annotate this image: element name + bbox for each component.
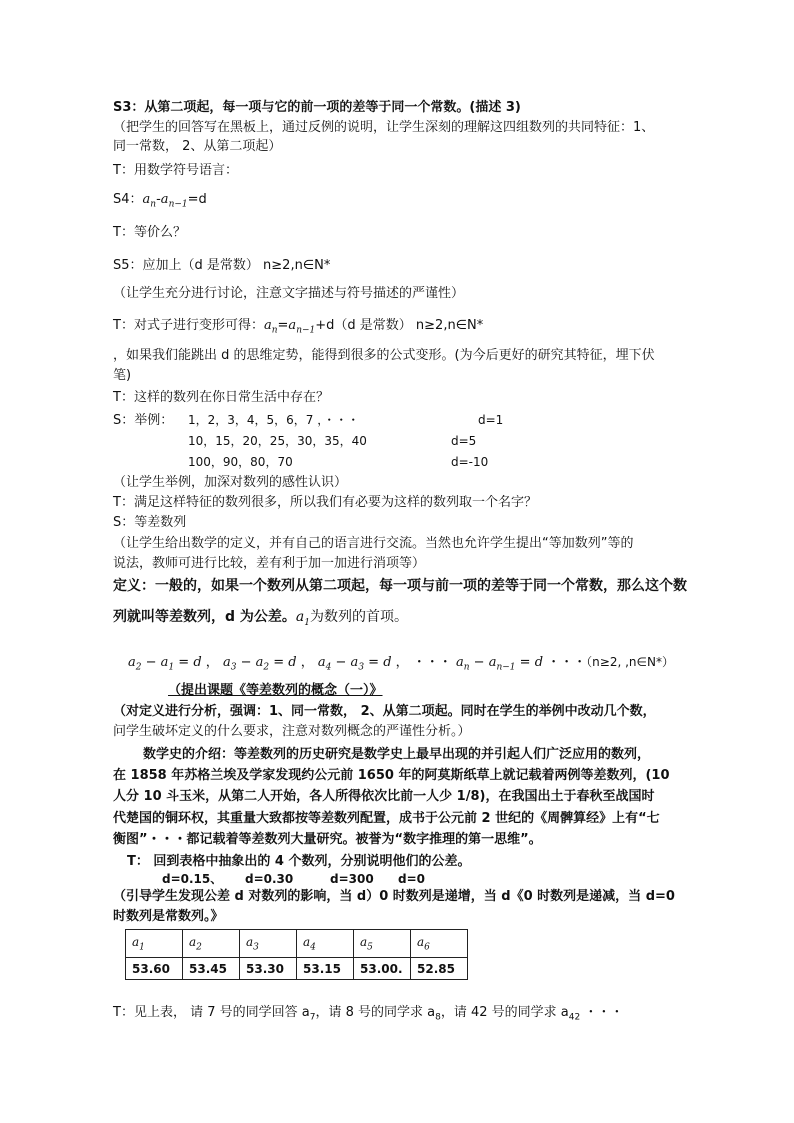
teacher-line: T：对式子进行变形可得：$a_n=a_{n-1}+d(d$ 是常数） n≥2,n∈N* [113, 318, 484, 336]
formula-an: $a_n$ [142, 192, 157, 210]
definition-line: 定义：一般的，如果一个数列从第二项起，每一项与前一项的差等于同一个常数，那么这个数 [113, 578, 687, 594]
table-header-cell: $a_4$ [297, 930, 354, 958]
definition-tail: 为数列的首项。 [310, 609, 408, 625]
note-line: （让学生举例，加深对数列的感性认识） [113, 475, 348, 490]
table-cell: 53.15 [297, 958, 354, 980]
history-line: 代楚国的铜环权，其重量大致都按等差数列配置，成书于公元前 2 世纪的《周髀算经》上有“七 [113, 811, 660, 826]
s4-line: S4：$a_n-a_{n-1}=d$ [113, 192, 207, 210]
difference-value: d=0.15、 [162, 872, 223, 886]
s5-line: S5：应加上（d 是常数） n≥2,n∈N* [113, 258, 331, 273]
analysis-line: 问学生破坏定义的什么要求，注意对数列概念的严谨性分析。） [113, 724, 471, 739]
history-line: 衡图”・・・都记载着等差数列大量研究。被誉为“数字推理的第一思维”。 [113, 832, 542, 847]
sequence-table [125, 929, 468, 980]
note-line: 同一常数， 2、从第二项起） [113, 139, 282, 154]
formula-an-1: $a_{n-1}$ [160, 192, 188, 210]
s3-line: S3：从第二项起，每一项与它的前一项的差等于同一个常数。(描述 3) [113, 100, 521, 115]
teacher-line: T：见上表， 请 7 号的同学回答 $a_7$，请 8 号的同学求 $a_8$，请 42 号的同学求 $a_{42}$ ・・・ [113, 1005, 624, 1023]
t7-part: T：见上表， 请 7 号的同学回答 a [113, 1005, 310, 1020]
s4-label: S4： [113, 192, 143, 207]
teacher-line: T： 回到表格中抽象出的 4 个数列，分别说明他们的公差。 [127, 854, 471, 869]
teacher-line: T：满足这样特征的数列很多，所以我们有必要为这样的数列取一个名字？ [113, 495, 537, 510]
t7-part: ，请 42 号的同学求 a [440, 1005, 569, 1020]
example-difference: d=-10 [451, 455, 489, 469]
table-header-cell: $a_3$ [240, 930, 297, 958]
example-sequence: 1，2，3，4，5，6，7 ，・・・ [188, 413, 360, 427]
note-line: 笔) [113, 368, 132, 383]
example-difference: d=1 [478, 413, 504, 427]
t7-part: ・・・ [584, 1005, 624, 1020]
s4-suffix: =d [187, 192, 207, 207]
note-line: （让学生给出数学的定义，并有自己的语言进行交流。当然也允许学生提出“等加数列”等的 [113, 536, 634, 551]
history-line: 在 1858 年苏格兰埃及学家发现约公元前 1650 年的阿莫斯纸草上就记载着两例等差数列，(10 [113, 768, 670, 783]
table-header-row [126, 930, 468, 958]
table-row [126, 958, 468, 980]
table-cell: 53.30 [240, 958, 297, 980]
formula-an: $a_n$ [263, 318, 278, 336]
teacher-line: T：用数学符号语言： [113, 163, 238, 178]
note-line: （让学生充分进行讨论，注意文字描述与符号描述的严谨性） [113, 286, 465, 301]
difference-value: d=0.30 [245, 872, 294, 886]
history-line: 数学史的介绍：等差数列的历史研究是数学史上最早出现的并引起人们广泛应用的数列， [143, 747, 651, 762]
analysis-line: （对定义进行分析，强调：1、同一常数， 2、从第二项起。同时在学生的举例中改动几个数， [113, 704, 656, 719]
formula-condition: （n≥2, ,n∈N*） [586, 655, 674, 669]
table-cell: 53.00. [354, 958, 411, 980]
example-sequence: 10，15，20，25，30，35，40 [188, 434, 367, 448]
student-line: S：等差数列 [113, 515, 187, 530]
table-cell: 53.45 [183, 958, 240, 980]
guide-line: 时数列是常数列。》 [113, 909, 224, 924]
table-header-cell: $a_6$ [411, 930, 468, 958]
definition-main: 列就叫等差数列，d 为公差。 [113, 609, 296, 625]
difference-formula: $a_2 - a_1 = d$ ， $a_3 - a_2 = d$ ， $a_4 - a_3 = d$ ， ・・・ $a_n - a_{n-1} = d$ ・・・（n≥2, ,n∈N*） [128, 655, 674, 673]
note-line: 说法，教师可进行比较，差有利于加一加进行消项等） [113, 556, 426, 571]
definition-line [113, 608, 408, 632]
t7-part: ，请 8 号的同学求 a [315, 1005, 436, 1020]
difference-value: d=0 [398, 872, 425, 886]
table-header-cell: $a_5$ [354, 930, 411, 958]
student-example-label: S：举例： [113, 413, 174, 428]
t3-prefix: T：对式子进行变形可得： [113, 318, 264, 333]
guide-line: （引导学生发现公差 d 对数列的影响，当 d）0 时数列是递增，当 d《0 时数列是递减，当 d=0 [113, 889, 675, 904]
table-header-cell: $a_1$ [126, 930, 183, 958]
formula-an-1: $a_{n-1}$ [288, 318, 316, 336]
note-line: ，如果我们能跳出 d 的思维定势，能得到很多的公式变形。(为今后更好的研究其特征，埋下伏 [113, 348, 655, 363]
example-sequence: 100，90，80，70 [188, 455, 293, 469]
teacher-line: T：这样的数列在你日常生活中存在？ [113, 390, 329, 405]
example-difference: d=5 [451, 434, 477, 448]
formula-a1: $a_1$ [295, 609, 310, 628]
teacher-line: T：等价么？ [113, 225, 186, 240]
table-cell: 53.60 [126, 958, 183, 980]
t3-suffix: +d（d 是常数） n≥2,n∈N* [315, 318, 484, 333]
note-line: （把学生的回答写在黑板上，通过反例的说明，让学生深刻的理解这四组数列的共同特征：1、 [113, 120, 655, 135]
table-header-cell: $a_2$ [183, 930, 240, 958]
history-line: 人分 10 斗玉米，从第二人开始，各人所得依次比前一人少 1/8)，在我国出土于春秋至战国时 [113, 789, 655, 804]
difference-value: d=300 [330, 872, 374, 886]
table-cell: 52.85 [411, 958, 468, 980]
section-subtitle: （提出课题《等差数列的概念（一）》 [168, 683, 383, 698]
